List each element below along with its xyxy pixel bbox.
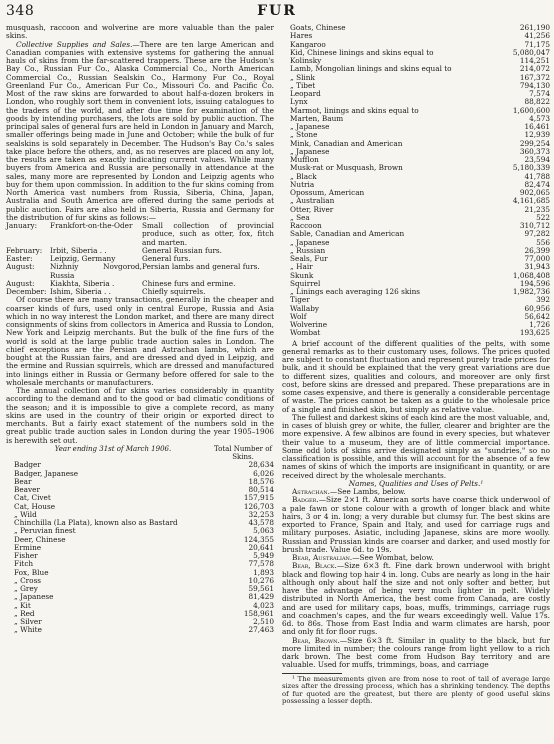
table-row [282, 321, 550, 329]
skin-name: Squirrel [290, 278, 321, 288]
fair-goods: Chiefly squirrels. [142, 287, 206, 296]
skin-count: 6,026 [253, 468, 274, 478]
table-header-total: Total Number of Skins. [213, 444, 273, 461]
skin-count: 4,573 [529, 113, 550, 123]
skin-count: 77,578 [248, 559, 274, 569]
fair-row [6, 247, 274, 255]
skin-name: Sable, Canadian and American [290, 229, 405, 239]
skin-name: Deer, Chinese [14, 534, 66, 544]
skin-name: Lynx [290, 97, 308, 107]
skin-count: 1,893 [253, 567, 274, 577]
table-row [282, 148, 550, 156]
skin-name: Musk-rat or Musquash, Brown [290, 163, 403, 173]
paragraph: musquash, raccoon and wolverine are more valuable than the paler skins. [6, 23, 274, 41]
page-number: 348 [6, 3, 35, 19]
skin-name: „ Kit [14, 600, 31, 610]
skin-count: 27,463 [248, 625, 274, 635]
fair-goods: Chinese furs and ermine. [142, 278, 236, 288]
table-row [282, 164, 550, 172]
skin-count: 43,578 [248, 518, 274, 527]
skin-name: Marmot, linings and skins equal to [290, 105, 419, 115]
skin-name: Fisher [14, 551, 38, 560]
skin-name: „ Tibet [290, 80, 316, 90]
skin-name: Kolinsky [290, 56, 322, 65]
entry-name: Astrachan. [292, 487, 330, 496]
fair-goods: Persian lambs and general furs. [142, 262, 260, 272]
skin-name: Badger [14, 460, 41, 470]
table-row [282, 214, 550, 222]
skin-count: 88,822 [524, 97, 550, 107]
fair-place: Kiakhta, Siberia . [50, 278, 115, 288]
entry-text: —See Lambs, below. [329, 487, 406, 496]
skin-count: 21,235 [524, 204, 550, 214]
skin-count: 31,943 [524, 262, 550, 272]
skin-name: Hares [290, 31, 313, 41]
skin-name: „ Peruvian finest [14, 526, 76, 536]
table-header-row [6, 445, 274, 462]
table-row [282, 296, 550, 304]
skin-count: 4,023 [253, 600, 274, 610]
fair-goods: General Russian furs. [142, 245, 222, 255]
skin-name: Wolverine [290, 320, 328, 329]
paragraph [6, 41, 274, 223]
table-row [282, 90, 550, 98]
table-row [282, 263, 550, 271]
skin-name: Opossum, American [290, 188, 365, 197]
skin-count: 1,068,408 [512, 270, 550, 280]
fair-goods: Small collection of provincial produce, such as otter, fox, fitch and marten. [142, 221, 274, 247]
table-row [6, 503, 274, 511]
fair-month: Easter: [6, 254, 33, 263]
skin-name: Otter, River [290, 204, 334, 214]
skin-name: „ Japanese [290, 237, 330, 247]
skin-name: Lamb, Mongolian linings and skins equal to [290, 64, 452, 74]
paragraph: The fullest and darkest skins of each kind are the most valuable, and, in cases of bluish grey or white, the fuller, clearer and brighter are the more expensive. A few albinos are found in every species, but whatever their value to a museum, they are of little commercial importance. Some odd lots of skins arrive designated simply as "sundries," so no classification is possible, and this will account for the absence of a few names of skins of which the imports are insignificant in quantity, or are received direct by the wholesale merchants. [282, 412, 550, 480]
skin-count: 16,461 [524, 122, 550, 131]
entry [282, 562, 550, 636]
section-title: Names, Qualities and Uses of Pelts.¹ [348, 478, 484, 488]
skin-name: Ermine [14, 542, 42, 552]
skin-count: 114,251 [519, 56, 550, 65]
table-row [282, 123, 550, 131]
table-row [282, 255, 550, 263]
table-row [6, 536, 274, 544]
skin-name: Chinchilla (La Plata), known also as Bastard [14, 518, 178, 527]
fair-place: Leipzig, Germany [50, 254, 116, 263]
skin-count: 97,282 [524, 229, 550, 239]
table-row [282, 206, 550, 214]
skin-name: Badger, Japanese [14, 468, 79, 478]
entry [282, 637, 550, 670]
entry-name: Bear, Black. [292, 561, 337, 571]
skin-name: „ Linings each averaging 126 skins [290, 287, 421, 296]
table-row [6, 470, 274, 478]
skin-count: 522 [536, 212, 550, 222]
skin-count: 26,399 [524, 245, 550, 255]
skin-name: Raccoon [290, 221, 322, 230]
skin-name: „ Stone [290, 130, 318, 140]
fair-place: Frankfort-on-the-Oder [50, 221, 133, 230]
table-header-year: Year ending 31st of March 1906. [54, 444, 172, 453]
table-row [282, 329, 550, 337]
skin-name: Wallaby [290, 303, 320, 313]
skin-count: 60,956 [524, 303, 550, 313]
skins-table [6, 445, 274, 635]
skin-name: Kid, Chinese linings and skins equal to [290, 47, 434, 57]
entry-name: Bear, Brown. [292, 635, 340, 645]
skin-name: Fitch [14, 559, 34, 569]
paragraph: Of course there are many transactions, generally in the cheaper and coarser kinds of furs, used only in central Europe, Russia and Asia which in no way interest the London market, and there are many direct consignments of skins from collectors in America and Russia to London, New York and Leipzig merchants. But the bulk of the fine furs of the world is sold at the large public trade auction sales in London. The chief exceptions are the Persian and Astrachan lambs, which are bought at the Russian fairs, and are dressed and dyed in Leipzig, and the ermine and Russian squirrels, which are dressed and manufactured into linings either in Russia or Germany before offered for sale to the wholesale merchants or manufacturers. [6, 295, 274, 387]
skin-name: „ Japanese [290, 122, 330, 131]
table-row [6, 552, 274, 560]
skin-name: Marten, Baum [290, 113, 344, 123]
fair-month: August: [6, 278, 35, 288]
left-column [6, 24, 274, 635]
table-row [6, 626, 274, 634]
skin-count: 794,130 [519, 80, 550, 90]
entry-text: —Size 6×3 ft. Similar in quality to the black, but fur more limited in number; the colours range from light yellow to a rich dark brown. The best come from Hudson Bay territory and are valuable. Used for muffs, trimmings, boas, and carriage [282, 635, 550, 670]
skin-count: 310,712 [519, 221, 550, 230]
fair-place: Irbit, Siberia . . [50, 245, 107, 255]
skin-name: „ Red [14, 608, 35, 618]
skin-count: 41,256 [524, 31, 550, 41]
skin-name: Fox, Blue [14, 567, 49, 577]
skin-count: 20,641 [248, 542, 274, 552]
fair-row [6, 263, 274, 280]
skin-count: 5,080,047 [512, 47, 550, 57]
table-row [282, 65, 550, 73]
skin-name: „ Wild [14, 509, 37, 519]
skin-count: 157,915 [243, 493, 274, 503]
skin-count: 82,474 [524, 179, 550, 189]
skin-count: 261,190 [519, 23, 550, 32]
fair-month: February: [6, 245, 43, 255]
skin-name: Leopard [290, 89, 321, 98]
skin-name: Beaver [14, 485, 40, 494]
skin-count: 126,703 [243, 501, 274, 511]
skin-name: „ Slink [290, 72, 315, 82]
footnote: ¹ The measurements given are from nose to root of tail of average large sizes after the dressing process, which has a shrinking tendency. The depths of fur quoted are the greatest, but there are plenty of good useful skins possessing a lesser depth. [282, 674, 550, 706]
skin-count: 392 [536, 295, 550, 305]
skin-count: 32,253 [248, 509, 274, 519]
footnote-rule [282, 673, 342, 674]
skin-name: Goats, Chinese [290, 23, 346, 32]
skin-count: 167,372 [519, 72, 550, 82]
skin-count: 59,561 [248, 584, 274, 593]
skin-name: Mink, Canadian and American [290, 138, 403, 148]
skin-count: 5,949 [253, 551, 274, 560]
skin-count: 1,600,600 [512, 105, 550, 115]
fair-row [6, 222, 274, 247]
entry-name: Bear, Australian. [292, 553, 353, 562]
paragraph-text: —There are ten large American and Canadian companies with extensive systems for gathering the annual hauls of skins from the far-scattered trappers. These are the Hudson's Bay Co., Russian Fur Co., Alaska Commercial Co., North American Commercial Co., Russian Sealskin Co., Harmony Fur Co., Royal Greenland Fur Co., American Fur Co., Missouri Co. and Pacific Co. Most of the raw skins are forwarded to about half-a-dozen brokers in London, who roughly sort them in convenient lots, issuing catalogues to the traders of the world, and after due time for examination of the goods by intending purchasers, the lots are sold by public auction. The principal sales of general furs are held in London in January and March, smaller offerings being made in June and October; while the bulk of fur sealskins is sold separately in December. The Hudson's Bay Co.'s sales take place before the others, and, as no reserves are placed on any lot, the results are taken as exactly indicating current values. While many buyers from America and Russia are personally in attendance at the sales, many more are represented by London and Leipzig agents who buy for them upon commission. In addition to the fur skins coming from North America vast numbers from Russia, Siberia, China, Japan, Australia and South America are offered during the same periods at public auction. Fairs are also held in Siberia, Russia and Germany for the distribution of fur skins as follows:— [6, 39, 274, 222]
page-header [6, 3, 548, 19]
table-row [282, 288, 550, 296]
table-row [282, 305, 550, 313]
skin-name: Kangaroo [290, 39, 326, 49]
fair-row [6, 280, 274, 288]
skin-count: 158,961 [243, 608, 274, 618]
skin-name: Cat, Civet [14, 493, 51, 503]
skins-table-continued [282, 24, 550, 338]
skin-count: 902,065 [519, 188, 550, 197]
table-row [6, 602, 274, 610]
skin-name: „ White [14, 625, 42, 635]
skin-name: „ Cross [14, 575, 42, 585]
fair-goods: General furs. [142, 254, 191, 263]
skin-count: 124,355 [243, 534, 274, 544]
skin-count: 1,982,736 [512, 287, 550, 296]
skin-count: 194,596 [519, 278, 550, 288]
skin-count: 41,788 [524, 171, 550, 181]
table-row [282, 173, 550, 181]
skin-name: Cat, House [14, 501, 56, 511]
skin-count: 12,939 [524, 130, 550, 140]
skin-name: „ Australian [290, 196, 335, 206]
skin-name: Skunk [290, 270, 314, 280]
fair-month: January: [6, 221, 38, 230]
skin-count: 18,576 [248, 476, 274, 486]
skin-name: „ Sea [290, 212, 310, 222]
skin-name: Wombat [290, 328, 321, 338]
table-row [6, 478, 274, 486]
fair-month: August: [6, 262, 35, 272]
table-row [6, 593, 274, 601]
skin-count: 7,574 [529, 89, 550, 98]
fair-place: Ishim, Siberia . . [50, 287, 111, 296]
table-row [6, 544, 274, 552]
right-column [282, 24, 550, 706]
table-row [282, 49, 550, 57]
table-row [282, 24, 550, 32]
skin-count: 1,726 [529, 320, 550, 329]
skin-count: 28,634 [248, 460, 274, 470]
section-heading: Collective Supplies and Sales. [16, 39, 133, 49]
table-row [6, 577, 274, 585]
skin-name: Wolf [290, 311, 307, 321]
skin-name: „ Japanese [14, 592, 54, 602]
skin-name: „ Hair [290, 262, 313, 272]
entry-text: —See Wombat, below. [352, 553, 434, 562]
entry-text: —Size 6×3 ft. Fine dark brown underwool with bright black and flowing top hair 4 in. long. Cubs are nearly as long in the hair although only about half the size and not only softer and better, but have the advantage of being very much lighter in pelt. Widely distributed in North America, the best come from Canada, are costly and are used for military caps, boas, muffs, trimmings, carriage rugs and coachmen's capes, and the fur wears exceedingly well. Value 17s. 6d. to 86s. Those from East India and warm climates are harsh, poor and only fit for floor rugs. [282, 561, 550, 637]
skin-count: 2,510 [253, 617, 274, 626]
skin-name: „ Black [290, 171, 317, 181]
entry [282, 496, 550, 554]
skin-count: 193,625 [519, 328, 550, 338]
skin-count: 5,063 [253, 526, 274, 536]
fair-month: December: [6, 287, 47, 296]
skin-name: Mufflon [290, 155, 319, 164]
entry-text: —Size 2×1 ft. American sorts have coarse thick underwool of a pale fawn or stone colour with a growth of longer black and white hairs, 3 or 4 in. long; a very durable but clumsy fur. The best skins are exported to France, Spain and Italy, and used for carriage rugs and military purposes. Asiatic, including Japanese, skins are more woolly. Russian and Prussian kinds are coarser and darker, and used mostly for brush trade. Value 6d. to 19s. [282, 495, 550, 554]
table-row [6, 610, 274, 618]
skin-count: 77,000 [524, 254, 550, 263]
skin-count: 80,514 [248, 485, 274, 494]
running-title: FUR [257, 3, 297, 19]
table-row [6, 618, 274, 626]
skin-count: 214,072 [519, 64, 550, 74]
skin-count: 556 [536, 237, 550, 247]
skin-count: 4,161,685 [512, 196, 550, 206]
skin-count: 5,180,339 [512, 163, 550, 173]
table-row [282, 82, 550, 90]
skin-name: Tiger [290, 295, 310, 305]
skin-name: Bear [14, 476, 32, 486]
fairs-table [6, 222, 274, 296]
skin-name: „ Russian [290, 245, 326, 255]
table-row [282, 272, 550, 280]
skin-name: Nutria [290, 179, 315, 189]
skin-count: 23,594 [524, 155, 550, 164]
skin-count: 299,254 [519, 138, 550, 148]
skin-count: 10,276 [248, 575, 274, 585]
skin-count: 71,175 [524, 39, 550, 49]
fair-place: Nizhniy Novgorod, Russia [50, 262, 142, 280]
skin-name: „ Grey [14, 584, 38, 593]
table-row [282, 74, 550, 82]
skin-name: Seals, Fur [290, 254, 328, 263]
skin-count: 360,373 [519, 146, 550, 156]
entry-name: Badger. [292, 495, 319, 505]
skin-count: 81,429 [248, 592, 274, 602]
table-row [6, 569, 274, 577]
skin-name: „ Japanese [290, 146, 330, 156]
skin-name: „ Silver [14, 617, 42, 626]
paragraph: The annual collection of fur skins varies considerably in quantity according to the demand and to the good or bad climatic conditions of the season; and it is impossible to give a complete record, as many skins are used in the country of their origin or exported direct to merchants. But a fairly exact statement of the numbers sold in the great public trade auction sales in London during the year 1905–1906 is herewith set out. [6, 386, 274, 445]
skin-count: 56,642 [524, 311, 550, 321]
paragraph: A brief account of the different qualities of the pelts, with some general remarks as to their customary uses, follows. The prices quoted are subject to constant fluctuation and represent purely trade prices for bulk, and it should be explained that the very great variations are due to different sizes, qualities and colours, and moreover are only first cost, before skins are dressed and prepared. These preparations are in some cases expensive, and there is generally a considerable percentage of waste. The prices cannot be taken as a guide to the wholesale price of a single and finished skin, but simply as relative value. [282, 338, 550, 414]
